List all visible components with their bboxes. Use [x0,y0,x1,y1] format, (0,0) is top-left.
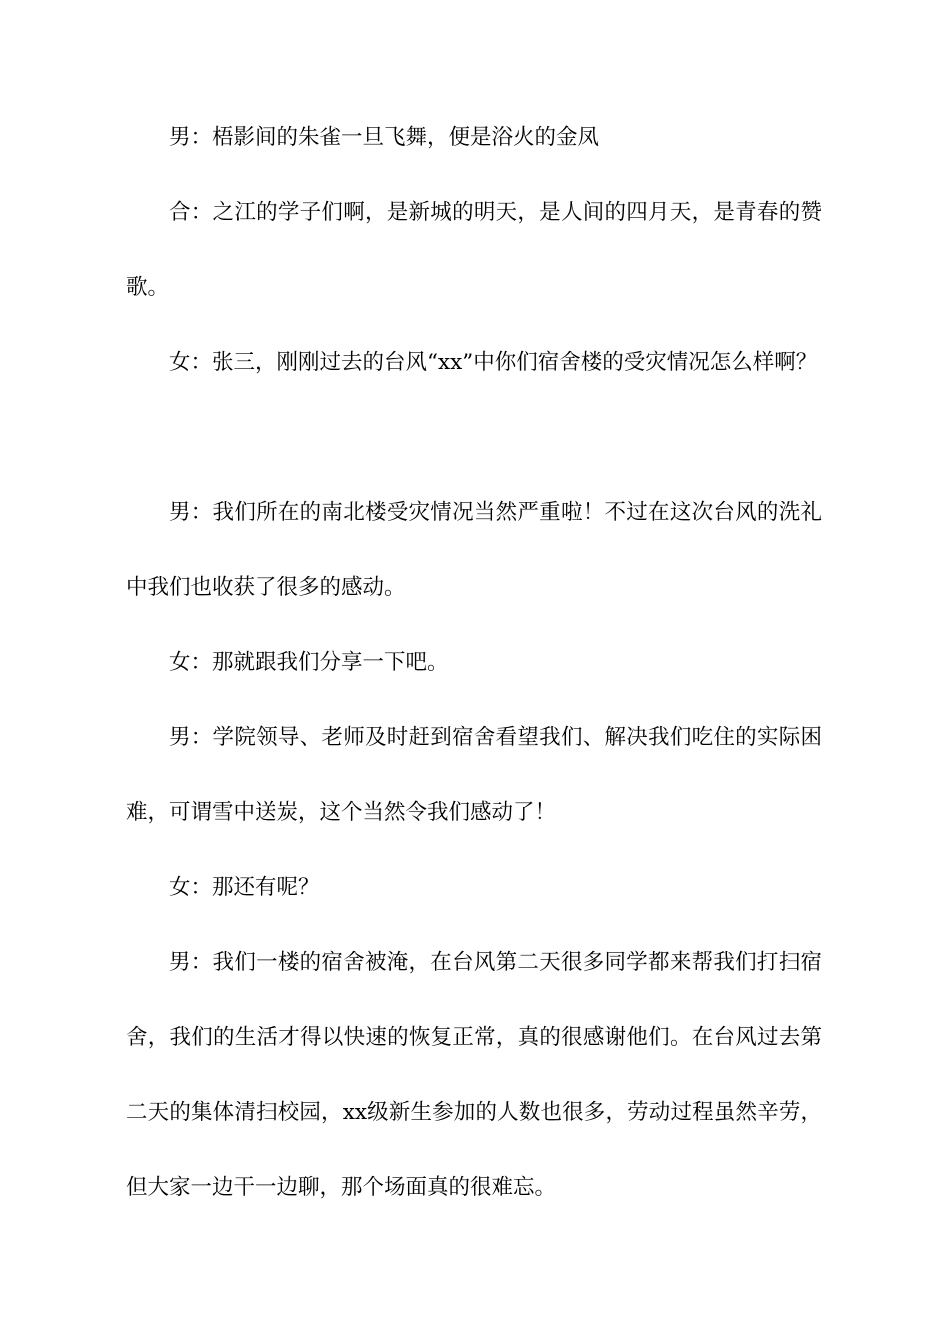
paragraph-dialogue-male-2: 男：我们所在的南北楼受灾情况当然严重啦！不过在这次台风的洗礼中我们也收获了很多的感动。 [126,500,822,600]
paragraph-dialogue-male-3: 男：学院领导、老师及时赶到宿舍看望我们、解决我们吃住的实际困难，可谓雪中送炭，这个当然令我们感动了！ [126,725,822,825]
paragraph-dialogue-male-1: 男：梧影间的朱雀一旦飞舞，便是浴火的金凤 [169,125,600,150]
paragraph-dialogue-female-2: 女：那就跟我们分享一下吧。 [169,650,449,675]
paragraph-dialogue-female-1: 女：张三，刚刚过去的台风“xx”中你们宿舍楼的受灾情况怎么样啊？ [169,350,818,375]
paragraph-dialogue-male-4: 男：我们一楼的宿舍被淹，在台风第二天很多同学都来帮我们打扫宿舍，我们的生活才得以快速的恢复正常，真的很感谢他们。在台风过去第二天的集体清扫校园，xx级新生参加的人数也很多，劳动过程虽然辛劳，但大家一边干一边聊，那个场面真的很难忘。 [126,950,822,1200]
paragraph-dialogue-chorus: 合：之江的学子们啊，是新城的明天，是人间的四月天，是青春的赞歌。 [126,200,822,300]
paragraph-dialogue-female-3: 女：那还有呢？ [169,875,320,900]
